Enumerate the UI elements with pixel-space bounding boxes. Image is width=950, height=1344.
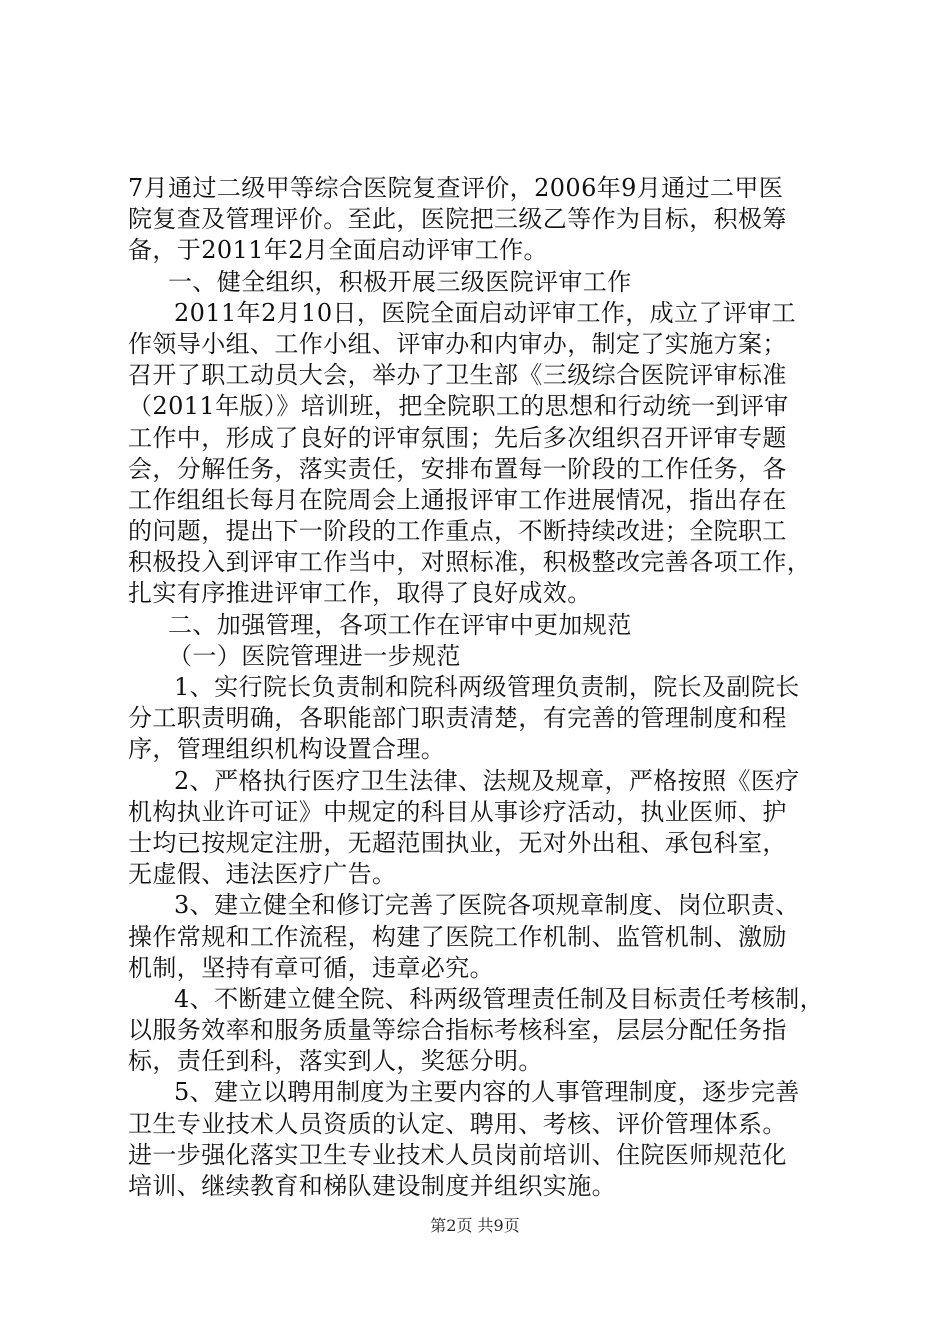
text-line: 序，管理组织机构设置合理。 [128,735,446,764]
text-line: 机构执业许可证》中规定的科目从事诊疗活动，执业医师、护 [128,797,787,826]
paragraph-start: 4、不断建立健全院、科两级管理责任制及目标责任考核制， [174,984,825,1013]
text-line: 士均已按规定注册，无超范围执业，无对外出租、承包科室， [128,828,787,857]
body-text [128,173,828,1202]
paragraph-start: 3、建立健全和修订完善了医院各项规章制度、岗位职责、 [174,891,800,920]
paragraph-start: 1、实行院长负责制和院科两级管理负责制，院长及副院长 [174,673,800,701]
text-line: 作领导小组、工作小组、评审办和内审办，制定了实施方案； [128,329,787,358]
text-line: 培训、继续教育和梯队建设制度并组织实施。 [128,1172,616,1200]
text-line: 以服务效率和服务质量等综合指标考核科室，层层分配任务指 [128,1016,787,1045]
page-number-footer: 第2页 共9页 [430,1216,520,1235]
text-line: 进一步强化落实卫生专业技术人员岗前培训、住院医师规范化 [128,1140,787,1169]
text-line: 召开了职工动员大会，举办了卫生部《三级综合医院评审标准 [128,361,787,390]
text-line: 无虚假、违法医疗广告。 [128,860,397,889]
text-line: 扎实有序推进评审工作，取得了良好成效。 [128,579,592,608]
subsection-heading: （一）医院管理进一步规范 [168,641,461,670]
text-line: 卫生专业技术人员资质的认定、聘用、考核、评价管理体系。 [128,1109,787,1138]
text-line: 积极投入到评审工作当中，对照标准，积极整改完善各项工作， [128,548,812,577]
text-line: 操作常规和工作流程，构建了医院工作机制、监管机制、激励 [128,922,787,951]
text-line: 标，责任到科，落实到人，奖惩分明。 [128,1047,543,1076]
text-line: 备，于2011年2月全面启动评审工作。 [128,236,548,265]
text-line: 分工职责明确，各职能部门职责清楚，有完善的管理制度和程 [128,704,787,733]
section-heading: 一、健全组织，积极开展三级医院评审工作 [168,267,632,296]
text-line: 工作组组长每月在院周会上通报评审工作进展情况，指出存在 [128,485,787,514]
paragraph-start: 5、建立以聘用制度为主要内容的人事管理制度，逐步完善 [174,1078,800,1107]
text-line: 院复查及管理评价。至此，医院把三级乙等作为目标，积极筹 [128,205,787,234]
text-line: 工作中，形成了良好的评审氛围；先后多次组织召开评审专题 [128,423,787,452]
section-heading: 二、加强管理，各项工作在评审中更加规范 [168,610,632,639]
text-line: 7月通过二级甲等综合医院复查评价，2006年9月通过二甲医 [128,174,784,202]
text-line: 的问题，提出下一阶段的工作重点，不断持续改进；全院职工 [128,517,787,546]
text-line: 机制，坚持有章可循，违章必究。 [128,953,494,982]
text-line: 会，分解任务，落实责任，安排布置每一阶段的工作任务，各 [128,454,787,483]
paragraph-start: 2、严格执行医疗卫生法律、法规及规章，严格按照《医疗 [174,766,800,795]
text-line: （2011年版）》培训班，把全院职工的思想和行动统一到评审 [128,392,789,421]
paragraph-start: 2011年2月10日，医院全面启动评审工作，成立了评审工 [174,298,797,327]
